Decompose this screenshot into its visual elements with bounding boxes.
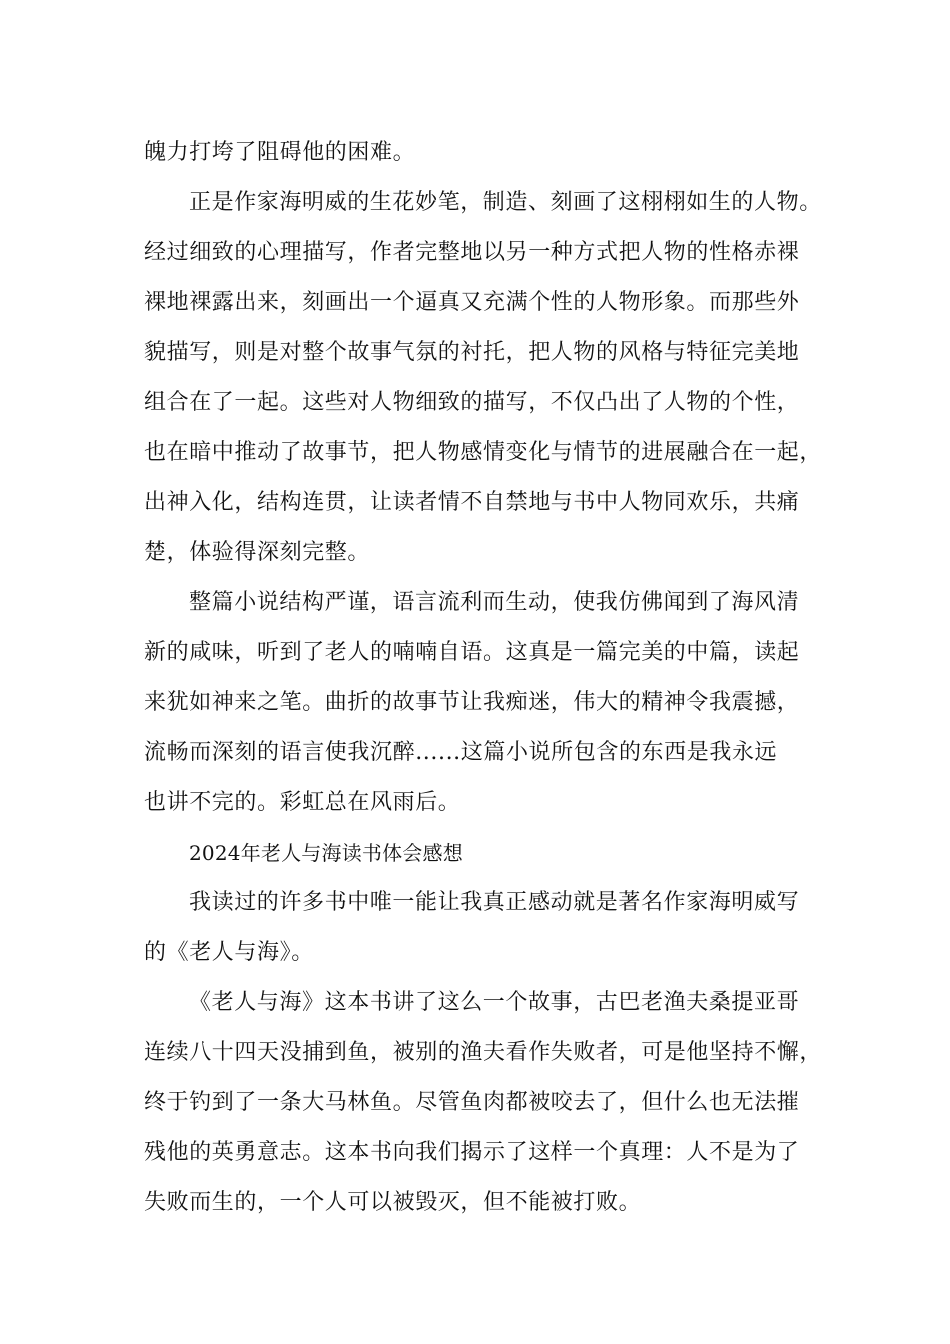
text-line: 残他的英勇意志。这本书向我们揭示了这样一个真理：人不是为了 [144,1140,800,1165]
text-line: 貌描写，则是对整个故事气氛的衬托，把人物的风格与特征完美地 [144,340,800,365]
text-line: 也在暗中推动了故事节，把人物感情变化与情节的进展融合在一起， [144,440,823,465]
text-line: 出神入化，结构连贯，让读者情不自禁地与书中人物同欢乐，共痛 [144,490,800,515]
text-line: 裸地裸露出来，刻画出一个逼真又充满个性的人物形象。而那些外 [144,290,800,315]
text-line: 的《老人与海》。 [144,940,314,965]
text-line: 流畅而深刻的语言使我沉醉......这篇小说所包含的东西是我永远 [144,740,778,765]
text-line: 来犹如神来之笔。曲折的故事节让我痴迷，伟大的精神令我震撼， [144,690,800,715]
document-body [144,128,824,1228]
paragraph-start-line: 《老人与海》这本书讲了这么一个故事，古巴老渔夫桑提亚哥 [189,990,800,1015]
text-line: 失败而生的，一个人可以被毁灭，但不能被打败。 [144,1190,642,1215]
text-line: 魄力打垮了阻碍他的困难。 [144,140,416,165]
paragraph-start-line: 正是作家海明威的生花妙笔，制造、刻画了这栩栩如生的人物。 [189,190,822,215]
section-heading: 2024年老人与海读书体会感想 [189,841,463,865]
text-line: 新的咸味，听到了老人的喃喃自语。这真是一篇完美的中篇，读起 [144,640,800,665]
paragraph-start-line: 我读过的许多书中唯一能让我真正感动就是著名作家海明威写 [189,890,800,915]
text-line: 终于钓到了一条大马林鱼。尽管鱼肉都被咬去了，但什么也无法摧 [144,1090,800,1115]
text-line: 连续八十四天没捕到鱼，被别的渔夫看作失败者，可是他坚持不懈， [144,1040,823,1065]
text-line: 组合在了一起。这些对人物细致的描写，不仅凸出了人物的个性， [144,390,800,415]
text-line: 也讲不完的。彩虹总在风雨后。 [144,790,461,815]
text-line: 经过细致的心理描写，作者完整地以另一种方式把人物的性格赤裸 [144,240,800,265]
text-line: 楚，体验得深刻完整。 [144,540,371,565]
paragraph-start-line: 整篇小说结构严谨，语言流利而生动，使我仿佛闻到了海风清 [189,590,800,615]
